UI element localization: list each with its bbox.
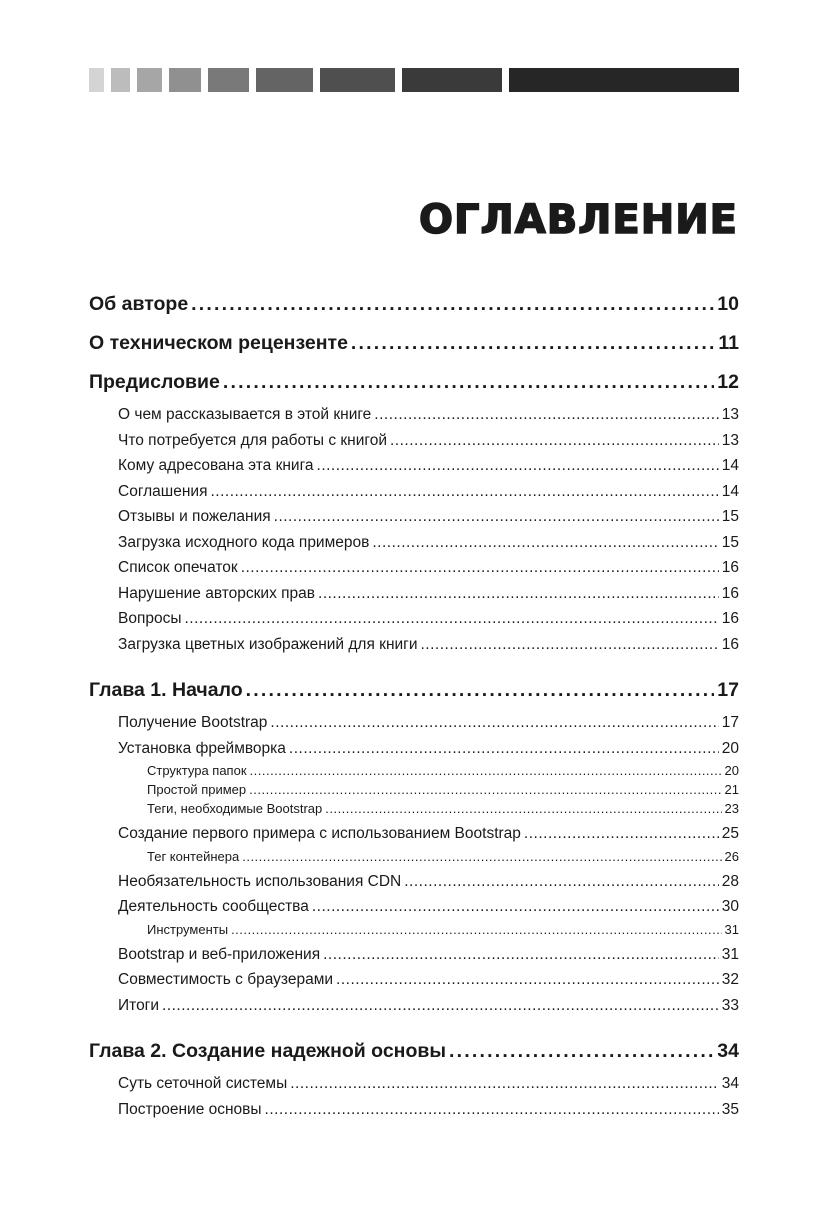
entry-page: 11 — [718, 332, 739, 354]
toc-subsection[interactable] — [89, 920, 739, 939]
bar-segment — [137, 68, 162, 92]
dot-leader — [191, 285, 714, 324]
entry-title: Bootstrap и веб-приложения — [118, 945, 321, 963]
entry-page: 23 — [724, 801, 739, 816]
entry-page: 17 — [717, 679, 739, 701]
bar-segment — [169, 68, 201, 92]
dot-leader — [246, 671, 715, 710]
entry-page: 35 — [721, 1100, 739, 1118]
entry-page: 13 — [721, 406, 739, 423]
table-of-contents — [89, 285, 739, 1122]
toc-section[interactable] — [89, 736, 739, 762]
dot-leader — [242, 847, 721, 866]
spacer — [89, 1018, 739, 1032]
toc-entry-about-author[interactable] — [89, 285, 739, 324]
bar-segment — [208, 68, 249, 92]
entry-page: 15 — [721, 533, 739, 551]
dot-leader — [241, 555, 719, 581]
entry-page: 16 — [721, 559, 739, 576]
toc-section[interactable] — [89, 967, 739, 993]
entry-page: 21 — [724, 782, 739, 797]
entry-title: Что потребуется для работы с книгой — [118, 431, 387, 449]
entry-title: О чем рассказывается в этой книге — [118, 406, 372, 423]
header-gradient-bar — [89, 68, 739, 92]
dot-leader — [390, 428, 719, 454]
dot-leader — [249, 780, 721, 799]
toc-section[interactable] — [89, 530, 739, 556]
toc-section[interactable] — [89, 894, 739, 920]
bar-segment — [111, 68, 130, 92]
dot-leader — [336, 967, 719, 993]
dot-leader — [372, 530, 718, 556]
entry-page: 17 — [721, 714, 739, 731]
toc-section[interactable] — [89, 821, 739, 847]
entry-page: 34 — [721, 1075, 739, 1092]
entry-page: 16 — [721, 635, 739, 653]
entry-title: Глава 1. Начало — [89, 679, 243, 701]
dot-leader — [223, 363, 714, 402]
entry-title: Необязательность использования CDN — [118, 872, 402, 890]
dot-leader — [184, 606, 718, 632]
entry-title: Список опечаток — [118, 559, 238, 576]
entry-title: Установка фреймворка — [118, 739, 286, 757]
toc-section[interactable] — [89, 428, 739, 454]
entry-page: 13 — [721, 431, 739, 449]
entry-title: Структура папок — [147, 763, 247, 778]
bar-segment — [320, 68, 395, 92]
dot-leader — [270, 710, 718, 736]
dot-leader — [231, 920, 721, 939]
toc-entry-reviewer[interactable] — [89, 324, 739, 363]
entry-title: Создание первого примера с использованием Bootstrap — [118, 825, 521, 842]
dot-leader — [325, 799, 721, 818]
dot-leader — [162, 993, 719, 1019]
entry-page: 20 — [724, 763, 739, 778]
toc-section[interactable] — [89, 402, 739, 428]
dot-leader — [210, 479, 718, 505]
toc-section[interactable] — [89, 942, 739, 968]
bar-segment — [402, 68, 502, 92]
dot-leader — [323, 942, 719, 968]
toc-subsection[interactable] — [89, 780, 739, 799]
toc-section[interactable] — [89, 606, 739, 632]
dot-leader — [404, 869, 719, 895]
bar-segment — [89, 68, 104, 92]
toc-section[interactable] — [89, 555, 739, 581]
toc-section[interactable] — [89, 993, 739, 1019]
entry-title: Совместимость с браузерами — [118, 971, 334, 988]
toc-section[interactable] — [89, 1071, 739, 1097]
dot-leader — [265, 1097, 719, 1123]
entry-page: 15 — [721, 508, 739, 525]
entry-title: Простой пример — [147, 782, 247, 797]
dot-leader — [317, 453, 719, 479]
dot-leader — [318, 581, 719, 607]
bar-segment — [256, 68, 313, 92]
entry-page: 10 — [717, 293, 739, 315]
entry-title: Кому адресована эта книга — [118, 457, 314, 474]
dot-leader — [449, 1032, 714, 1071]
dot-leader — [312, 894, 719, 920]
entry-page: 20 — [721, 739, 739, 757]
toc-section[interactable] — [89, 632, 739, 658]
entry-title: Предисловие — [89, 371, 220, 393]
entry-title: Построение основы — [118, 1100, 262, 1118]
entry-page: 34 — [717, 1040, 739, 1062]
entry-title: Получение Bootstrap — [118, 714, 268, 731]
entry-title: Вопросы — [118, 610, 182, 627]
entry-title: Глава 2. Создание надежной основы — [89, 1040, 447, 1062]
entry-title: Загрузка цветных изображений для книги — [118, 635, 418, 653]
entry-title: Загрузка исходного кода примеров — [118, 533, 370, 551]
entry-title: Инструменты — [147, 921, 229, 937]
entry-page: 31 — [724, 921, 739, 937]
toc-subsection[interactable] — [89, 761, 739, 780]
bar-segment — [509, 68, 739, 92]
entry-page: 16 — [721, 610, 739, 627]
entry-title: Тег контейнера — [147, 848, 240, 864]
entry-title: О техническом рецензенте — [89, 332, 348, 354]
dot-leader — [289, 736, 719, 762]
entry-page: 31 — [721, 945, 739, 963]
toc-section[interactable] — [89, 453, 739, 479]
toc-section[interactable] — [89, 504, 739, 530]
entry-title: Об авторе — [89, 293, 189, 315]
spacer — [89, 657, 739, 671]
entry-page: 30 — [721, 898, 739, 915]
entry-page: 26 — [724, 848, 739, 864]
entry-title: Суть сеточной системы — [118, 1075, 288, 1092]
dot-leader — [250, 761, 722, 780]
entry-title: Теги, необходимые Bootstrap — [147, 801, 323, 816]
toc-entry-preface[interactable] — [89, 363, 739, 402]
dot-leader — [290, 1071, 719, 1097]
page-title: ОГЛАВЛЕНИЕ — [419, 197, 738, 243]
toc-subsection[interactable] — [89, 799, 739, 818]
toc-section[interactable] — [89, 1097, 739, 1123]
dot-leader — [351, 324, 715, 363]
dot-leader — [374, 402, 718, 428]
entry-page: 33 — [721, 996, 739, 1014]
entry-page: 16 — [721, 584, 739, 602]
entry-title: Итоги — [118, 996, 159, 1014]
toc-section[interactable] — [89, 581, 739, 607]
toc-subsection[interactable] — [89, 847, 739, 866]
entry-page: 28 — [721, 872, 739, 890]
dot-leader — [421, 632, 719, 658]
toc-entry-chapter-2[interactable] — [89, 1032, 739, 1071]
entry-page: 14 — [721, 482, 739, 500]
entry-title: Соглашения — [118, 482, 208, 500]
entry-page: 32 — [721, 971, 739, 988]
entry-title: Отзывы и пожелания — [118, 508, 271, 525]
toc-section[interactable] — [89, 869, 739, 895]
toc-entry-chapter-1[interactable] — [89, 671, 739, 710]
entry-page: 14 — [721, 457, 739, 474]
toc-section[interactable] — [89, 479, 739, 505]
entry-title: Нарушение авторских прав — [118, 584, 316, 602]
entry-title: Деятельность сообщества — [118, 898, 309, 915]
entry-page: 12 — [717, 371, 739, 393]
toc-section[interactable] — [89, 710, 739, 736]
dot-leader — [274, 504, 719, 530]
entry-page: 25 — [721, 825, 739, 842]
dot-leader — [524, 821, 719, 847]
